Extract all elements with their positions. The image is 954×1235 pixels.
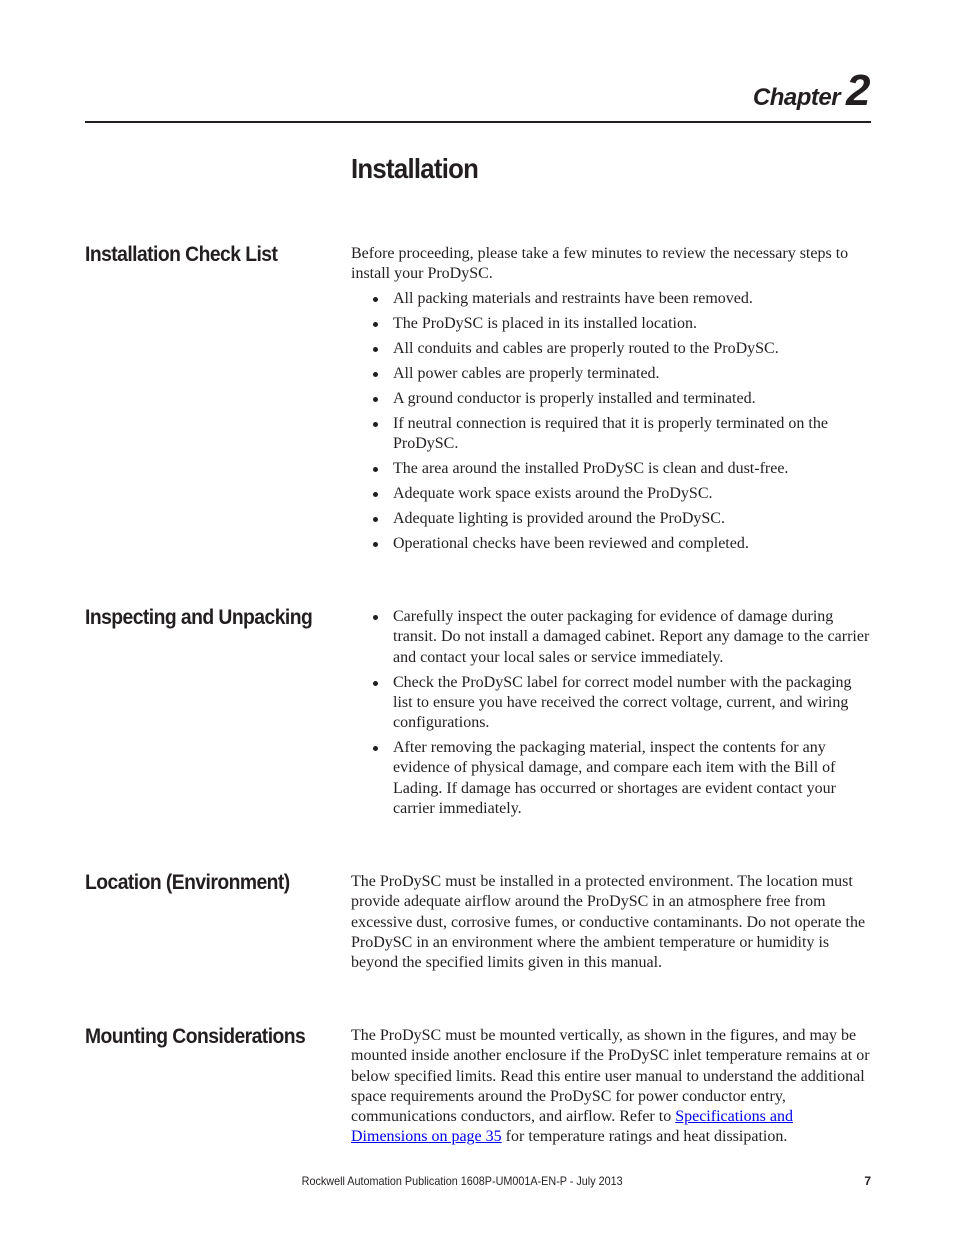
- bullet-icon: [373, 517, 378, 522]
- bullet-icon: [373, 746, 378, 751]
- chapter-label: [753, 66, 870, 116]
- page-title: Installation: [351, 153, 479, 184]
- section-heading-inspecting: Inspecting and Unpacking: [85, 606, 313, 629]
- list-item: [351, 484, 871, 504]
- list-item-text: Operational checks have been reviewed and completed.: [393, 535, 749, 553]
- bullet-icon: [373, 681, 378, 686]
- footer-page-number: 7: [864, 1174, 871, 1188]
- chapter-word: Chapter: [752, 84, 841, 111]
- bullet-icon: [373, 542, 378, 547]
- checklist-intro: Before proceeding, please take a few minutes to review the necessary steps to install your ProDySC.: [351, 245, 849, 283]
- list-item-text: A ground conductor is properly installed and terminated.: [393, 389, 756, 407]
- list-item-text: If neutral connection is required that it is properly terminated on the ProDySC.: [393, 414, 828, 453]
- header-rule: [85, 121, 871, 123]
- list-item: [351, 459, 871, 479]
- bullet-icon: [373, 372, 378, 377]
- list-item-text: All power cables are properly terminated.: [393, 364, 660, 382]
- bullet-icon: [373, 492, 378, 497]
- chapter-number: 2: [846, 66, 870, 115]
- list-item: [351, 673, 871, 734]
- footer-publication: Rockwell Automation Publication 1608P-UM001A-EN-P - July 2013: [302, 1174, 623, 1188]
- list-item: [351, 339, 871, 359]
- specifications-link[interactable]: Specifications and Dimensions on page 35: [351, 1108, 793, 1146]
- section-heading-mounting: Mounting Considerations: [85, 1025, 306, 1048]
- section-heading-checklist: Installation Check List: [85, 243, 278, 266]
- checklist-list: [351, 289, 871, 559]
- list-item: [351, 414, 871, 455]
- list-item-text: After removing the packaging material, inspect the contents for any evidence of physical damage, and compare each item with the Bill of Lading. If damage has occurred or shortages are evident contact your carrier immediately.: [393, 739, 836, 818]
- list-item: [351, 738, 871, 819]
- list-item: [351, 607, 871, 668]
- bullet-icon: [373, 397, 378, 402]
- list-item-text: Check the ProDySC label for correct model number with the packaging list to ensure you have received the correct voltage, current, and wiring configurations.: [393, 673, 852, 732]
- bullet-icon: [373, 615, 378, 620]
- section-heading-location: Location (Environment): [85, 871, 290, 894]
- list-item-text: The area around the installed ProDySC is clean and dust-free.: [393, 460, 789, 478]
- bullet-icon: [373, 322, 378, 327]
- list-item: [351, 389, 871, 409]
- list-item-text: The ProDySC is placed in its installed location.: [393, 314, 697, 332]
- location-paragraph: The ProDySC must be installed in a protected environment. The location must provide adequate airflow around the ProDySC in an atmosphere free from excessive dust, corrosive fumes, or conductive contaminants. Do not operate the ProDySC in an environment where the ambient temperature or humidity is beyond the specified limits given in this manual.: [351, 873, 866, 972]
- list-item: [351, 534, 871, 554]
- list-item-text: Adequate work space exists around the ProDySC.: [393, 485, 713, 503]
- bullet-icon: [373, 467, 378, 472]
- mounting-text-after-link: for temperature ratings and heat dissipation.: [501, 1128, 788, 1146]
- list-item: [351, 289, 871, 309]
- list-item-text: All packing materials and restraints have been removed.: [393, 290, 753, 307]
- bullet-icon: [373, 297, 378, 302]
- bullet-icon: [373, 347, 378, 352]
- list-item: [351, 509, 871, 529]
- bullet-icon: [373, 422, 378, 427]
- list-item-text: Adequate lighting is provided around the ProDySC.: [393, 510, 725, 528]
- list-item-text: Carefully inspect the outer packaging for evidence of damage during transit. Do not install a damaged cabinet. Report any damage to the carrier and contact your local sales or service immediately.: [393, 608, 870, 666]
- list-item: [351, 364, 871, 384]
- inspecting-list: [351, 607, 871, 824]
- list-item: [351, 314, 871, 334]
- list-item-text: All conduits and cables are properly routed to the ProDySC.: [393, 339, 779, 357]
- mounting-paragraph: [351, 1026, 871, 1148]
- mounting-text-before-link: The ProDySC must be mounted vertically, as shown in the figures, and may be mounted inside another enclosure if the ProDySC inlet temperature remains at or below specified limits. Read this entire user manual to understand the additional space requirements around the ProDySC for power conductor entry, communications conductors, and airflow. Refer to: [351, 1027, 870, 1126]
